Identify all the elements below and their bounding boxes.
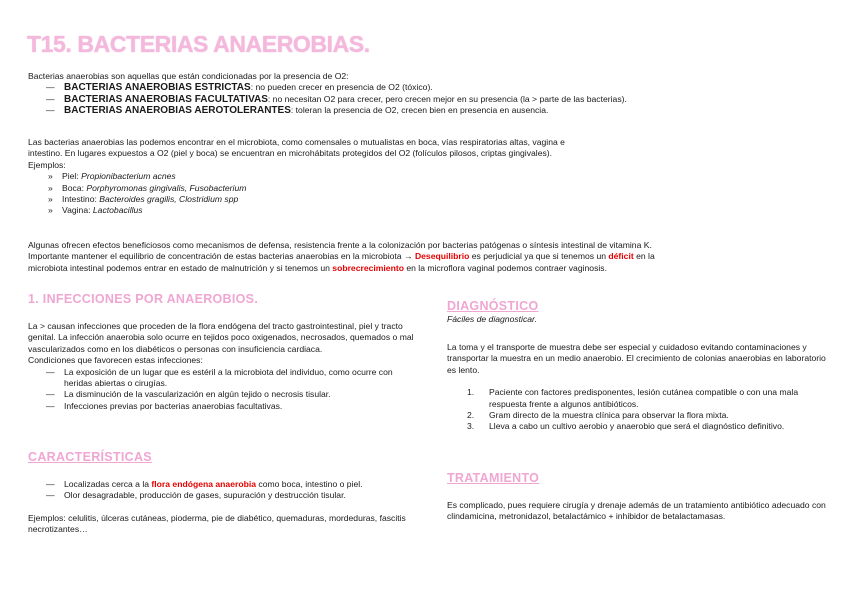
infecciones-section — [28, 291, 423, 307]
list-item: — BACTERIAS ANAEROBIAS AEROTOLERANTES: toleran la presencia de O2, crecen bien en presencia en ausencia. — [46, 105, 549, 117]
microbiota-paragraph-1: Las bacterias anaerobias las podemos encontrar en el microbiota, como comensales o mutualistas en boca, vías respiratorias altas, vagina e — [28, 137, 565, 147]
tratamiento-paragraph: Es complicado, pues requiere cirugía y drenaje además de un tratamiento antibiótico adecuado con clindamicina, metronidazol, betalactámico + inhibidor de betalactamasas. — [447, 500, 826, 522]
caracteristicas-heading: CARACTERÍSTICAS — [28, 450, 152, 464]
list-item: » Boca: Porphyromonas gingivalis, Fusobacterium — [48, 182, 247, 193]
caracteristicas-section — [28, 449, 423, 465]
benefits-line-2: Importante mantener el equilibrio de concentración de estas bacterias anaerobias en la microbiota → Desequilibrio es perjudicial ya que si tenemos un déficit en la — [28, 251, 655, 262]
intro-lead: Bacterias anaerobias son aquellas que están condicionadas por la presencia de O2: — [28, 71, 349, 81]
list-item: — BACTERIAS ANAEROBIAS ESTRICTAS: no pueden crecer en presencia de O2 (tóxico). — [46, 82, 433, 94]
examples-label: Ejemplos: — [28, 159, 66, 170]
microbiota-section — [28, 137, 828, 217]
diagnostico-heading: DIAGNÓSTICO — [447, 299, 539, 313]
conditions-label: Condiciones que favorecen estas infecciones: — [28, 355, 203, 366]
list-item: — La disminución de la vascularización en algún tejido o necrosis tisular. — [46, 389, 331, 400]
anaerobe-types-list — [28, 82, 828, 116]
caracteristicas-examples: Ejemplos: celulitis, úlceras cutáneas, pioderma, pie de diabético, quemaduras, mordeduras, fascitis necrotizantes… — [28, 512, 406, 535]
list-item: — Localizadas cerca a la flora endógena anaerobia como boca, intestino o piel. — [46, 479, 363, 489]
infecciones-body — [28, 321, 423, 412]
intro-section — [28, 71, 828, 117]
caracteristicas-body — [28, 479, 423, 536]
list-item: 2. Gram directo de la muestra clínica para observar la flora mixta. — [467, 410, 729, 421]
benefits-line-1: Algunas ofrecen efectos beneficiosos como mecanismos de defensa, resistencia frente a la colonización por bacterias patógenas o síntesis intestinal de vitamina K. — [28, 240, 652, 250]
diagnostico-body — [447, 342, 829, 433]
list-item: 3. Lleva a cabo un cultivo aerobio y anaerobio que será el diagnóstico definitivo. — [467, 421, 785, 432]
page-title: T15. BACTERIAS ANAEROBIAS. — [27, 31, 370, 57]
tratamiento-heading: TRATAMIENTO — [447, 471, 540, 485]
tratamiento-section — [447, 470, 829, 486]
infecciones-paragraph: La > causan infecciones que proceden de la flora endógena del tracto gastrointestinal, piel y tracto genital. La infección anaerobia solo ocurre en tejidos poco oxigenados, necrosados, quemados o mal vascularizados como en los diabéticos o personas con insuficiencia cardiaca. — [28, 321, 414, 354]
benefits-line-3: microbiota intestinal podemos entrar en estado de malnutrición y si tenemos un sobrecrecimiento en la microflora vaginal podemos contraer vaginosis. — [28, 262, 607, 273]
diagnostico-subtitle: Fáciles de diagnosticar. — [447, 314, 537, 324]
tratamiento-body — [447, 500, 829, 523]
diagnostico-section — [447, 298, 829, 325]
list-item: — BACTERIAS ANAEROBIAS FACULTATIVAS: no necesitan O2 para crecer, pero crecen mejor en su presencia (la > parte de las bacterias). — [46, 93, 627, 105]
list-item: — Olor desagradable, producción de gases, supuración y destrucción tisular. — [46, 490, 346, 501]
diagnostico-steps — [447, 387, 829, 433]
list-item: — La exposición de un lugar que es estéril a la microbiota del individuo, como ocurre con heridas abiertas o cirugías. — [46, 366, 393, 389]
list-item: 1. Paciente con factores predisponentes, lesión cutánea compatible o con una mala respuesta frente a algunos antibióticos. — [467, 387, 799, 409]
benefits-section — [28, 240, 828, 274]
caracteristicas-list — [28, 479, 423, 502]
list-item: — Infecciones previas por bacterias anaerobias facultativas. — [46, 400, 283, 411]
microbiota-paragraph-2: intestino. En lugares expuestos a O2 (piel y boca) se encuentran en microhábitats protegidos del O2 (folículos pilosos, criptas gingivales). — [28, 148, 553, 159]
list-item: » Vagina: Lactobacillus — [48, 205, 143, 216]
conditions-list — [28, 367, 423, 413]
diagnostico-paragraph: La toma y el transporte de muestra debe ser especial y cuidadoso evitando contaminaciones y transportar la muestra en un medio anaerobio. El crecimiento de colonias anaerobias en laboratorio es lento. — [447, 342, 826, 375]
list-item: » Intestino: Bacteroides gragilis, Clostridium spp — [48, 194, 239, 205]
microbiota-examples-list — [28, 171, 828, 217]
infecciones-heading: 1. INFECCIONES POR ANAEROBIOS. — [28, 292, 259, 306]
list-item: » Piel: Propionibacterium acnes — [48, 171, 176, 182]
